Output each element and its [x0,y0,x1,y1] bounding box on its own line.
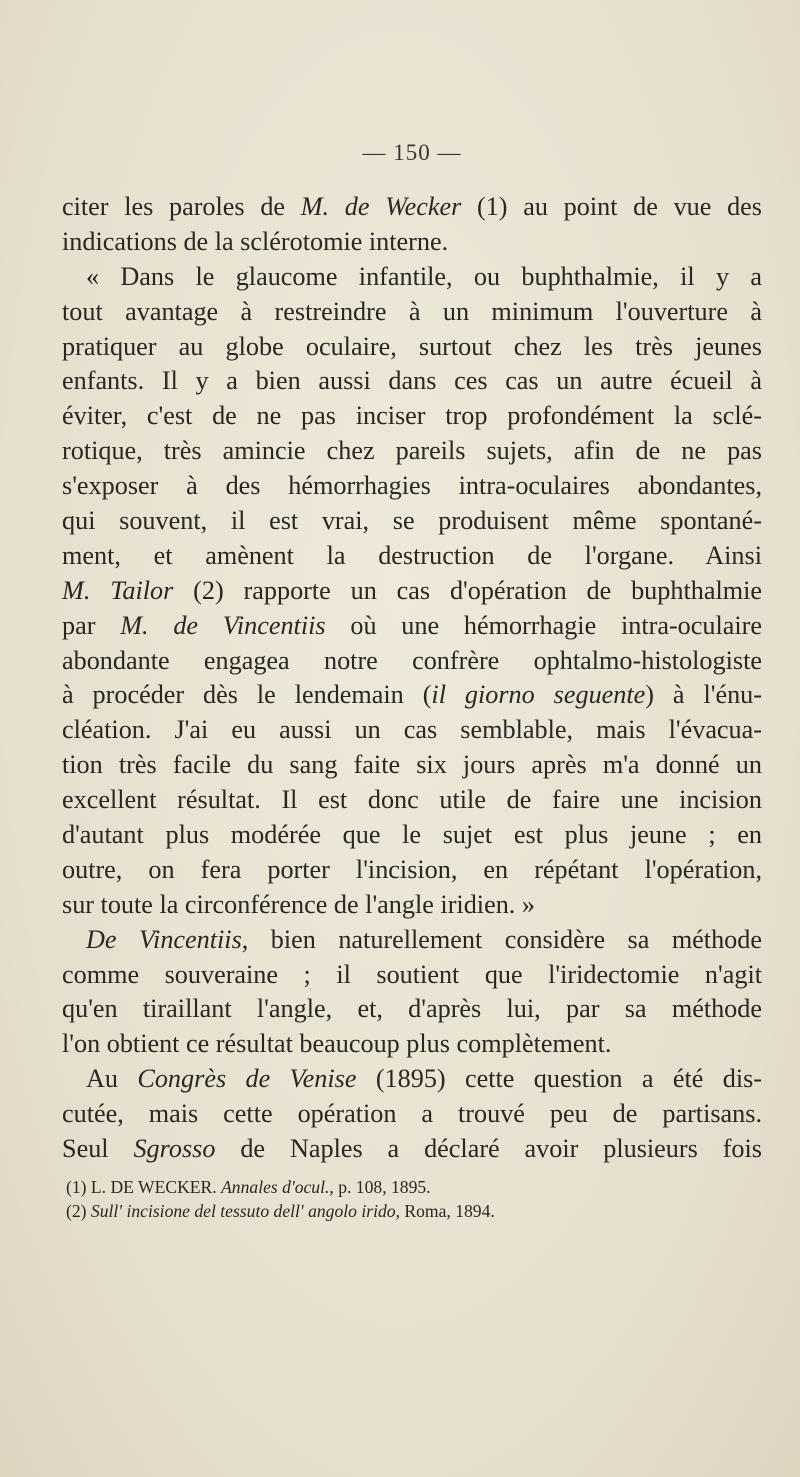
text-line-segment: pratiquer au globe oculaire, surtout chez les très jeunes [62,331,762,361]
footnote-segment: Sull' incisione del tessuto dell' angolo irido [90,1200,396,1221]
text-line-segment: tion très facile du sang faite six jours après m'a donné un [62,750,762,780]
text-line [62,225,762,260]
text-line [62,504,762,539]
text-line-segment: qui souvent, il est vrai, se produisent même spontané- [62,506,762,536]
text-line-segment: tout avantage à restreindre à un minimum l'ouverture à [62,296,762,326]
text-line-segment: Au [86,1064,138,1094]
text-line [62,818,762,853]
text-line-segment: (1895) cette question a été dis- [356,1064,763,1094]
text-line-segment: Seul [62,1134,134,1164]
text-line-segment: M. Tailor [62,575,174,605]
text-line [62,295,762,330]
text-line-segment: il giorno seguente [431,680,646,710]
footnote [62,1175,762,1199]
text-line-segment: où une hémorrhagie intra-oculaire [325,610,762,640]
text-line-segment: ment, et amènent la destruction de l'organe. Ainsi [62,540,762,570]
text-line-segment: citer les paroles de [62,192,301,221]
text-line [62,958,762,993]
text-line-segment: cléation. J'ai eu aussi un cas semblable, mais l'évacua- [62,715,762,745]
text-line [62,469,762,504]
text-line-segment: outre, on fera porter l'incision, en répétant l'opération, [62,854,762,884]
book-page [62,140,762,1223]
text-line-segment: (1) au point de vue des [461,192,762,221]
text-line-segment: indications de la sclérotomie interne. [62,226,449,256]
page-number: — 150 — [362,140,462,165]
text-line [62,1132,762,1167]
text-line [62,190,762,225]
text-line-segment: Congrès de Venise [137,1064,357,1094]
text-line [62,539,762,574]
text-line-segment: De Vincentiis [86,924,242,954]
text-line-segment: s'exposer à des hémorrhagies intra-oculaires abondantes, [62,471,762,501]
text-line-segment: (2) rapporte un cas d'opération de buphthalmie [173,575,762,605]
text-line-segment: par [62,610,121,640]
text-line [62,260,762,295]
text-line [62,574,762,609]
footnote-segment: , p. 108, 1895. [329,1176,431,1197]
text-line-segment: d'autant plus modérée que le sujet est plus jeune ; en [62,820,762,850]
text-line [62,888,762,923]
body-text [62,190,762,1167]
text-line-segment: rotique, très amincie chez pareils sujets, afin de ne pas [62,436,762,466]
text-line [62,1062,762,1097]
text-line-segment: l'on obtient ce résultat beaucoup plus complètement. [62,1029,612,1059]
text-line-segment: de Naples a déclaré avoir plusieurs fois [215,1134,762,1164]
text-line [62,364,762,399]
footnote-segment: (1) L. DE WECKER. [66,1176,222,1197]
text-line [62,1027,762,1062]
text-line-segment: enfants. Il y a bien aussi dans ces cas un autre écueil à [62,366,762,396]
text-line-segment: sur toute la circonférence de l'angle iridien. » [62,889,535,919]
text-line-segment: à procéder dès le lendemain ( [62,680,432,710]
text-line [62,609,762,644]
text-line-segment: comme souveraine ; il soutient que l'iridectomie n'agit [62,959,762,989]
text-line [62,644,762,679]
text-line [62,1097,762,1132]
text-line [62,399,762,434]
text-line [62,713,762,748]
text-line [62,992,762,1027]
text-line [62,748,762,783]
text-line-segment: qu'en tiraillant l'angle, et, d'après lui, par sa méthode [62,994,762,1024]
footnote-segment: (2) [66,1200,91,1221]
text-line-segment: M. de Vincentiis [120,610,326,640]
footnote-segment: , Roma, 1894. [395,1200,495,1221]
text-line-segment: Sgrosso [133,1134,216,1164]
text-line-segment: excellent résultat. Il est donc utile de faire une incision [62,785,762,815]
footnote-segment: Annales d'ocul. [221,1176,330,1197]
text-line [62,330,762,365]
text-line-segment: M. de Wecker [300,192,462,221]
footnote [62,1199,762,1223]
text-line [62,853,762,888]
footnotes [62,1175,762,1223]
text-line [62,783,762,818]
text-line [62,678,762,713]
text-line [62,434,762,469]
text-line-segment: ) à l'énu- [645,680,762,710]
text-line [62,923,762,958]
text-line-segment: , bien naturellement considère sa méthode [241,924,762,954]
text-line-segment: cutée, mais cette opération a trouvé peu de partisans. [62,1099,762,1129]
text-line-segment: éviter, c'est de ne pas inciser trop profondément la sclé- [62,401,762,431]
text-line-segment: abondante engagea notre confrère ophtalmo-histologiste [62,645,762,675]
text-line-segment: « Dans le glaucome infantile, ou buphthalmie, il y a [86,261,762,291]
